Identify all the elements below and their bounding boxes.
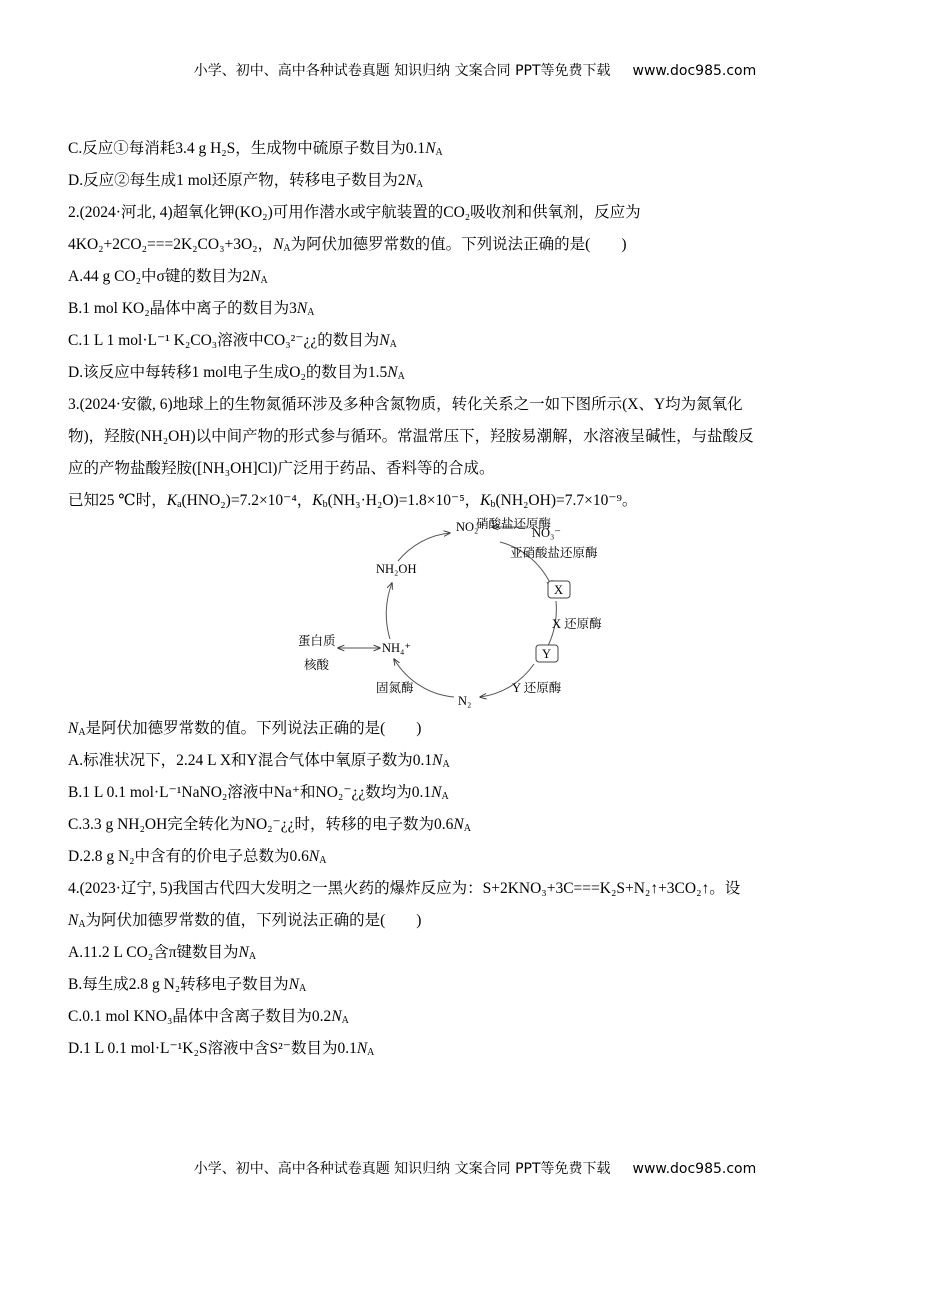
q4-option-d: D.1 L 0.1 mol·L⁻¹K₂S溶液中含S²⁻数目为$0.1N_A$	[68, 1040, 375, 1058]
label-nitrite-reductase: 亚硝酸盐还原酶	[510, 546, 598, 560]
q3-stem-line-1: 3.(2024·安徽, 6)地球上的生物氮循环涉及多种含氮物质，转化关系之一如下图所示(X、Y均为氮氧化	[68, 396, 743, 413]
arrow-nh4-to-nh2oh	[386, 583, 392, 639]
q3-option-d: D.2.8 g N₂中含有的价电子总数为$0.6N_A$	[68, 848, 327, 866]
label-n2: N₂	[458, 694, 472, 708]
q2-stem-line-2: 4KO₂+2CO₂===2K₂CO₃+3O₂，$N_A$为阿伏加德罗常数的值。下列说法正确的是( )	[68, 236, 627, 254]
page-footer	[0, 1158, 950, 1178]
label-nucleic-acid: 核酸	[304, 658, 330, 672]
label-no3: NO₃⁻	[532, 526, 562, 540]
q3-option-a: A.标准状况下，2.24 L X和Y混合气体中氧原子数为$0.1N_A$	[68, 752, 450, 770]
q2-stem-line-1: 2.(2024·河北, 4)超氧化钾(KO₂)可用作潜水或宇航装置的CO₂吸收剂和供氧剂，反应为	[68, 204, 641, 221]
q1-option-c: C.反应①每消耗3.4 g H₂S，生成物中硫原子数目为$0.1N_A$	[68, 140, 443, 158]
q3-given-constants: 已知25 ℃时，$K_a(HNO_2)=7.2\times 10^{-4}$，$K_b(NH_3\cdot H_2O)=1.8\times 10^{-5}$，$K_b(NH_2OH)=7.7\times 10^{-9}$。	[68, 492, 638, 510]
label-x-reductase: X 还原酶	[552, 617, 602, 631]
label-y: Y	[542, 647, 552, 661]
label-y-reductase: Y 还原酶	[512, 681, 562, 695]
q2-option-b: B.1 mol KO₂晶体中离子的数目为$3N_A$	[68, 300, 315, 318]
label-nh4: NH₄⁺	[382, 641, 412, 655]
label-no2: NO₂⁻	[456, 520, 486, 534]
q3-option-b: B.1 L 0.1 mol·L⁻¹NaNO₂溶液中Na⁺和NO₂⁻¿¿数均为$0.1N_A$	[68, 784, 449, 802]
q1-option-d: D.反应②每生成1 mol还原产物，转移电子数目为$2N_A$	[68, 172, 424, 190]
label-nitrogenase: 固氮酶	[376, 681, 414, 695]
q2-option-d: D.该反应中每转移1 mol电子生成O₂的数目为$1.5N_A$	[68, 364, 405, 382]
q4-stem-line-1: 4.(2023·辽宁, 5)我国古代四大发明之一黑火药的爆炸反应为：S+2KNO₃+3C===K₂S+N₂↑+3CO₂↑。设	[68, 880, 741, 897]
q4-option-a: A.11.2 L CO₂含π键数目为$N_A$	[68, 944, 257, 962]
page-header	[0, 60, 950, 80]
q3-option-c: C.3.3 g NH₂OH完全转化为NO₂⁻¿¿时，转移的电子数为$0.6N_A$	[68, 816, 471, 834]
nitrogen-cycle-diagram	[68, 517, 888, 713]
document-body	[68, 133, 888, 1065]
q4-option-c: C.0.1 mol KNO₃晶体中含离子数目为$0.2N_A$	[68, 1008, 349, 1026]
q3-after-diagram: $N_A$是阿伏加德罗常数的值。下列说法正确的是( )	[68, 720, 422, 738]
q4-stem-line-2: $N_A$为阿伏加德罗常数的值，下列说法正确的是( )	[68, 912, 422, 930]
q2-option-a: A.44 g CO₂中σ键的数目为$2N_A$	[68, 268, 268, 286]
q3-stem-line-3: 应的产物盐酸羟胺([NH₃OH]Cl)广泛用于药品、香料等的合成。	[68, 460, 495, 477]
footer-text: 小学、初中、高中各种试卷真题 知识归纳 文案合同 PPT等免费下载	[193, 1161, 611, 1177]
label-protein: 蛋白质	[298, 634, 336, 648]
header-text: 小学、初中、高中各种试卷真题 知识归纳 文案合同 PPT等免费下载	[193, 63, 611, 79]
header-site-link[interactable]: www.doc985.com	[632, 63, 757, 79]
q4-option-b: B.每生成2.8 g N₂转移电子数目为$N_A$	[68, 976, 307, 994]
label-x: X	[554, 583, 564, 597]
label-nh2oh: NH₂OH	[376, 562, 417, 576]
nitrogen-cycle-svg	[292, 517, 652, 713]
q3-stem-line-2: 物)，羟胺(NH₂OH)以中间产物的形式参与循环。常温常压下，羟胺易潮解，水溶液呈碱性，与盐酸反	[68, 428, 754, 445]
footer-site-link[interactable]: www.doc985.com	[632, 1161, 757, 1177]
arrow-nh2oh-to-no2	[398, 533, 450, 561]
label-nitrate-reductase: 硝酸盐还原酶	[476, 517, 552, 531]
q2-option-c: C.1 L 1 mol·L⁻¹ K₂CO₃溶液中CO₃²⁻¿¿的数目为$N_A$	[68, 332, 397, 350]
